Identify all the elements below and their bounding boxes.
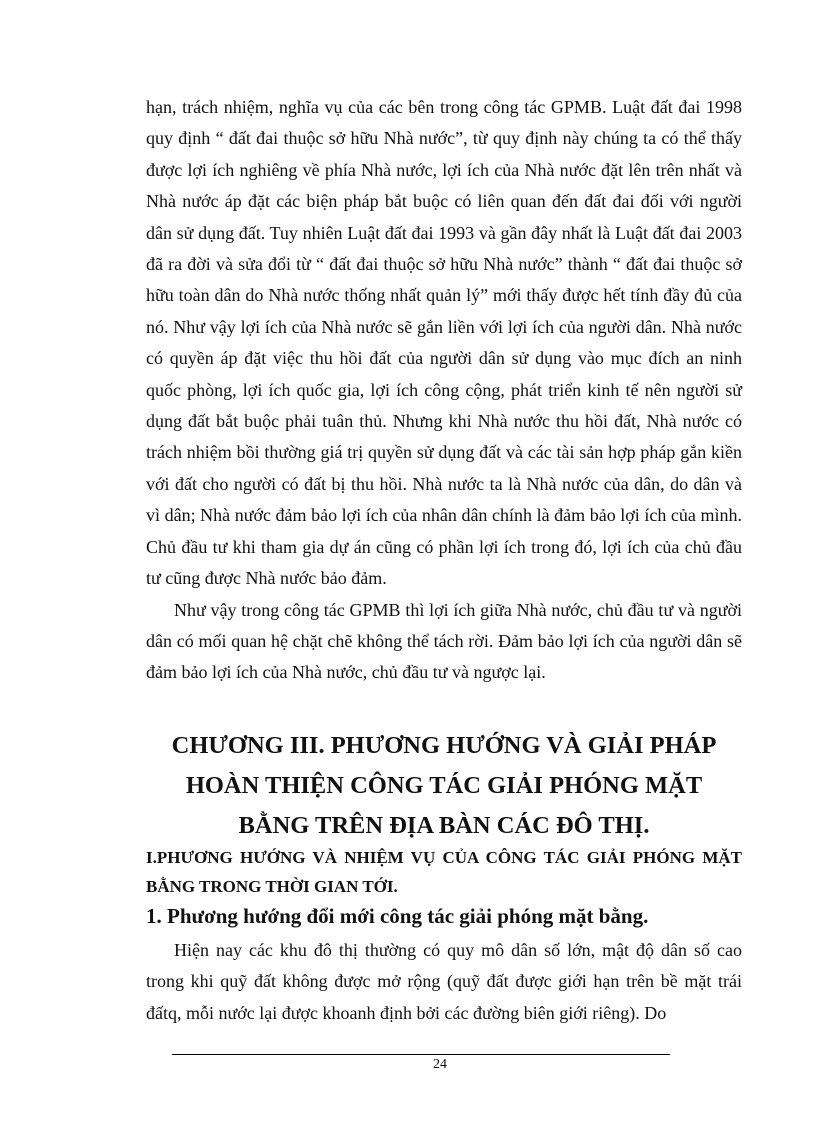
page-number: 24 bbox=[433, 1057, 447, 1072]
chapter-title-line-3: BẰNG TRÊN ĐỊA BÀN CÁC ĐÔ THỊ. bbox=[238, 812, 650, 839]
paragraph-benefits-relationship: Như vậy trong công tác GPMB thì lợi ích giữa Nhà nước, chủ đầu tư và người dân có mối quan hệ chặt chẽ không thể tách rời. Đảm bảo lợi ích của người dân sẽ đảm bảo lợi ích của Nhà nước, chủ đầu tư và ngược lại. bbox=[146, 599, 742, 683]
sub-heading: 1. Phương hướng đổi mới công tác giải phóng mặt bằng. bbox=[146, 904, 649, 928]
chapter-title-line-1: CHƯƠNG III. PHƯƠNG HƯỚNG VÀ GIẢI PHÁP bbox=[171, 732, 717, 759]
footer-divider bbox=[172, 1054, 670, 1055]
chapter-title-line-2: HOÀN THIỆN CÔNG TÁC GIẢI PHÓNG MẶT bbox=[185, 772, 703, 799]
paragraph-urban-land: Hiện nay các khu đô thị thường có quy mô dân số lớn, mật độ dân số cao trong khi quỹ đất không được mở rộng (quỹ đất được giới hạn trên bề mặt trái đấtq, mỗi nước lại được khoanh định bởi các đường biên giới riêng). Do bbox=[146, 940, 742, 1023]
chapter-title bbox=[146, 726, 742, 846]
section-heading: I.PHƯƠNG HƯỚNG VÀ NHIỆM VỤ CỦA CÔNG TÁC GIẢI PHÓNG MẶT BẰNG TRONG THỜI GIAN TỚI. bbox=[146, 848, 742, 896]
paragraph-land-law: hạn, trách nhiệm, nghĩa vụ của các bên trong công tác GPMB. Luật đất đai 1998 quy định “ đất đai thuộc sở hữu Nhà nước”, từ quy định này chúng ta có thể thấy được lợi ích nghiêng về phía Nhà nước, lợi ích của Nhà nước đặt lên trên nhất và Nhà nước áp đặt các biện pháp bắt buộc có liên quan đến đất đai đối với người dân sử dụng đất. Tuy nhiên Luật đất đai 1993 và gần đây nhất là Luật đất đai 2003 đã ra đời và sửa đổi từ “ đất đai thuộc sở hữu Nhà nước” thành “ đất đai thuộc sở hữu toàn dân do Nhà nước thống nhất quản lý” mới thấy được hết tính đầy đủ của nó. Như vậy lợi ích của Nhà nước sẽ gắn liền với lợi ích của người dân. Nhà nước có quyền áp đặt việc thu hồi đất của người dân sử dụng vào mục đích an ninh quốc phòng, lợi ích quốc gia, lợi ích công cộng, phát triển kinh tế nên người sử dụng đất bắt buộc phải tuân thủ. Nhưng khi Nhà nước thu hồi đất, Nhà nước có trách nhiệm bồi thường giá trị quyền sử dụng đất và các tài sản hợp pháp gắn kiền với đất cho người có đất bị thu hồi. Nhà nước ta là Nhà nước của dân, do dân và vì dân; Nhà nước đảm bảo lợi ích của nhân dân chính là đảm bảo lợi ích của mình. Chủ đầu tư khi tham gia dự án cũng có phần lợi ích trong đó, lợi ích của chủ đầu tư cũng được Nhà nước bảo đảm. bbox=[146, 97, 742, 589]
body-text-block bbox=[146, 92, 742, 689]
closing-text-block bbox=[146, 935, 742, 1029]
